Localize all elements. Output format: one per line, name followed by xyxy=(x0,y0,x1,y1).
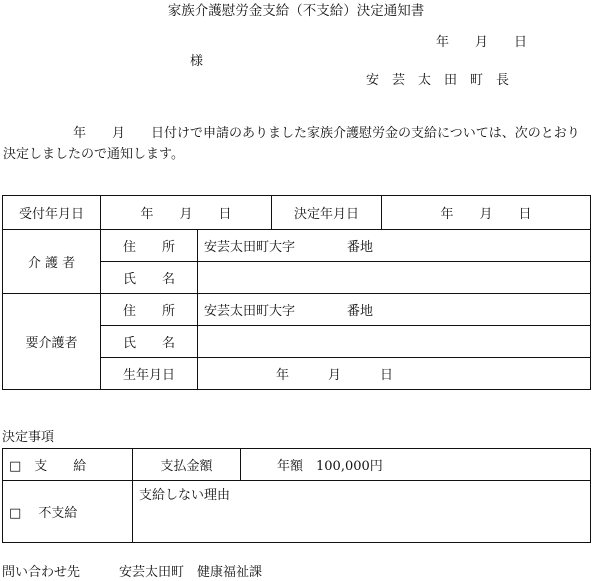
birth-date-value: 年 月 日 xyxy=(198,358,591,390)
birth-date-label: 生年月日 xyxy=(101,358,198,390)
nopay-checkbox-option[interactable]: □ 不支給 xyxy=(3,481,133,543)
payment-amount-label: 支払金額 xyxy=(133,449,241,481)
decision-table xyxy=(2,448,591,543)
caregiver-address-label: 住 所 xyxy=(101,230,198,262)
addressee-suffix: 様 xyxy=(190,54,204,69)
application-table xyxy=(2,195,591,390)
caregiver-label: 介 護 者 xyxy=(3,230,101,294)
table-row xyxy=(3,294,591,326)
recipient-name-value xyxy=(198,326,591,358)
recipient-name-label: 氏 名 xyxy=(101,326,198,358)
decision-date-value: 年 月 日 xyxy=(382,196,591,230)
care-recipient-label: 要介護者 xyxy=(3,294,101,390)
recipient-address-label: 住 所 xyxy=(101,294,198,326)
caregiver-name-value xyxy=(198,262,591,294)
received-date-label: 受付年月日 xyxy=(3,196,101,230)
caregiver-address-value: 安芸太田町大字 番地 xyxy=(198,230,591,262)
notice-paragraph xyxy=(3,123,589,165)
table-row xyxy=(3,481,591,543)
table-row xyxy=(3,449,591,481)
contact-info: 問い合わせ先 安芸太田町 健康福祉課 xyxy=(2,565,263,580)
issuer-name: 安 芸 太 田 町 長 xyxy=(366,73,510,88)
annual-amount-value: 年額 100,000円 xyxy=(241,449,591,481)
table-row xyxy=(3,230,591,262)
notice-text: 年 月 日付けで申請のありました家族介護慰労金の支給については、次のとおり決定しましたので通知します。 xyxy=(3,126,580,162)
pay-checkbox-option[interactable]: □ 支 給 xyxy=(3,449,133,481)
decision-date-label: 決定年月日 xyxy=(272,196,382,230)
table-row xyxy=(3,196,591,230)
issue-date: 年 月 日 xyxy=(436,35,528,50)
received-date-value: 年 月 日 xyxy=(101,196,272,230)
decision-section-label: 決定事項 xyxy=(2,430,55,445)
recipient-address-value: 安芸太田町大字 番地 xyxy=(198,294,591,326)
caregiver-name-label: 氏 名 xyxy=(101,262,198,294)
nopay-reason-label: 支給しない理由 xyxy=(133,481,591,543)
document-title: 家族介護慰労金支給（不支給）決定通知書 xyxy=(167,3,425,19)
